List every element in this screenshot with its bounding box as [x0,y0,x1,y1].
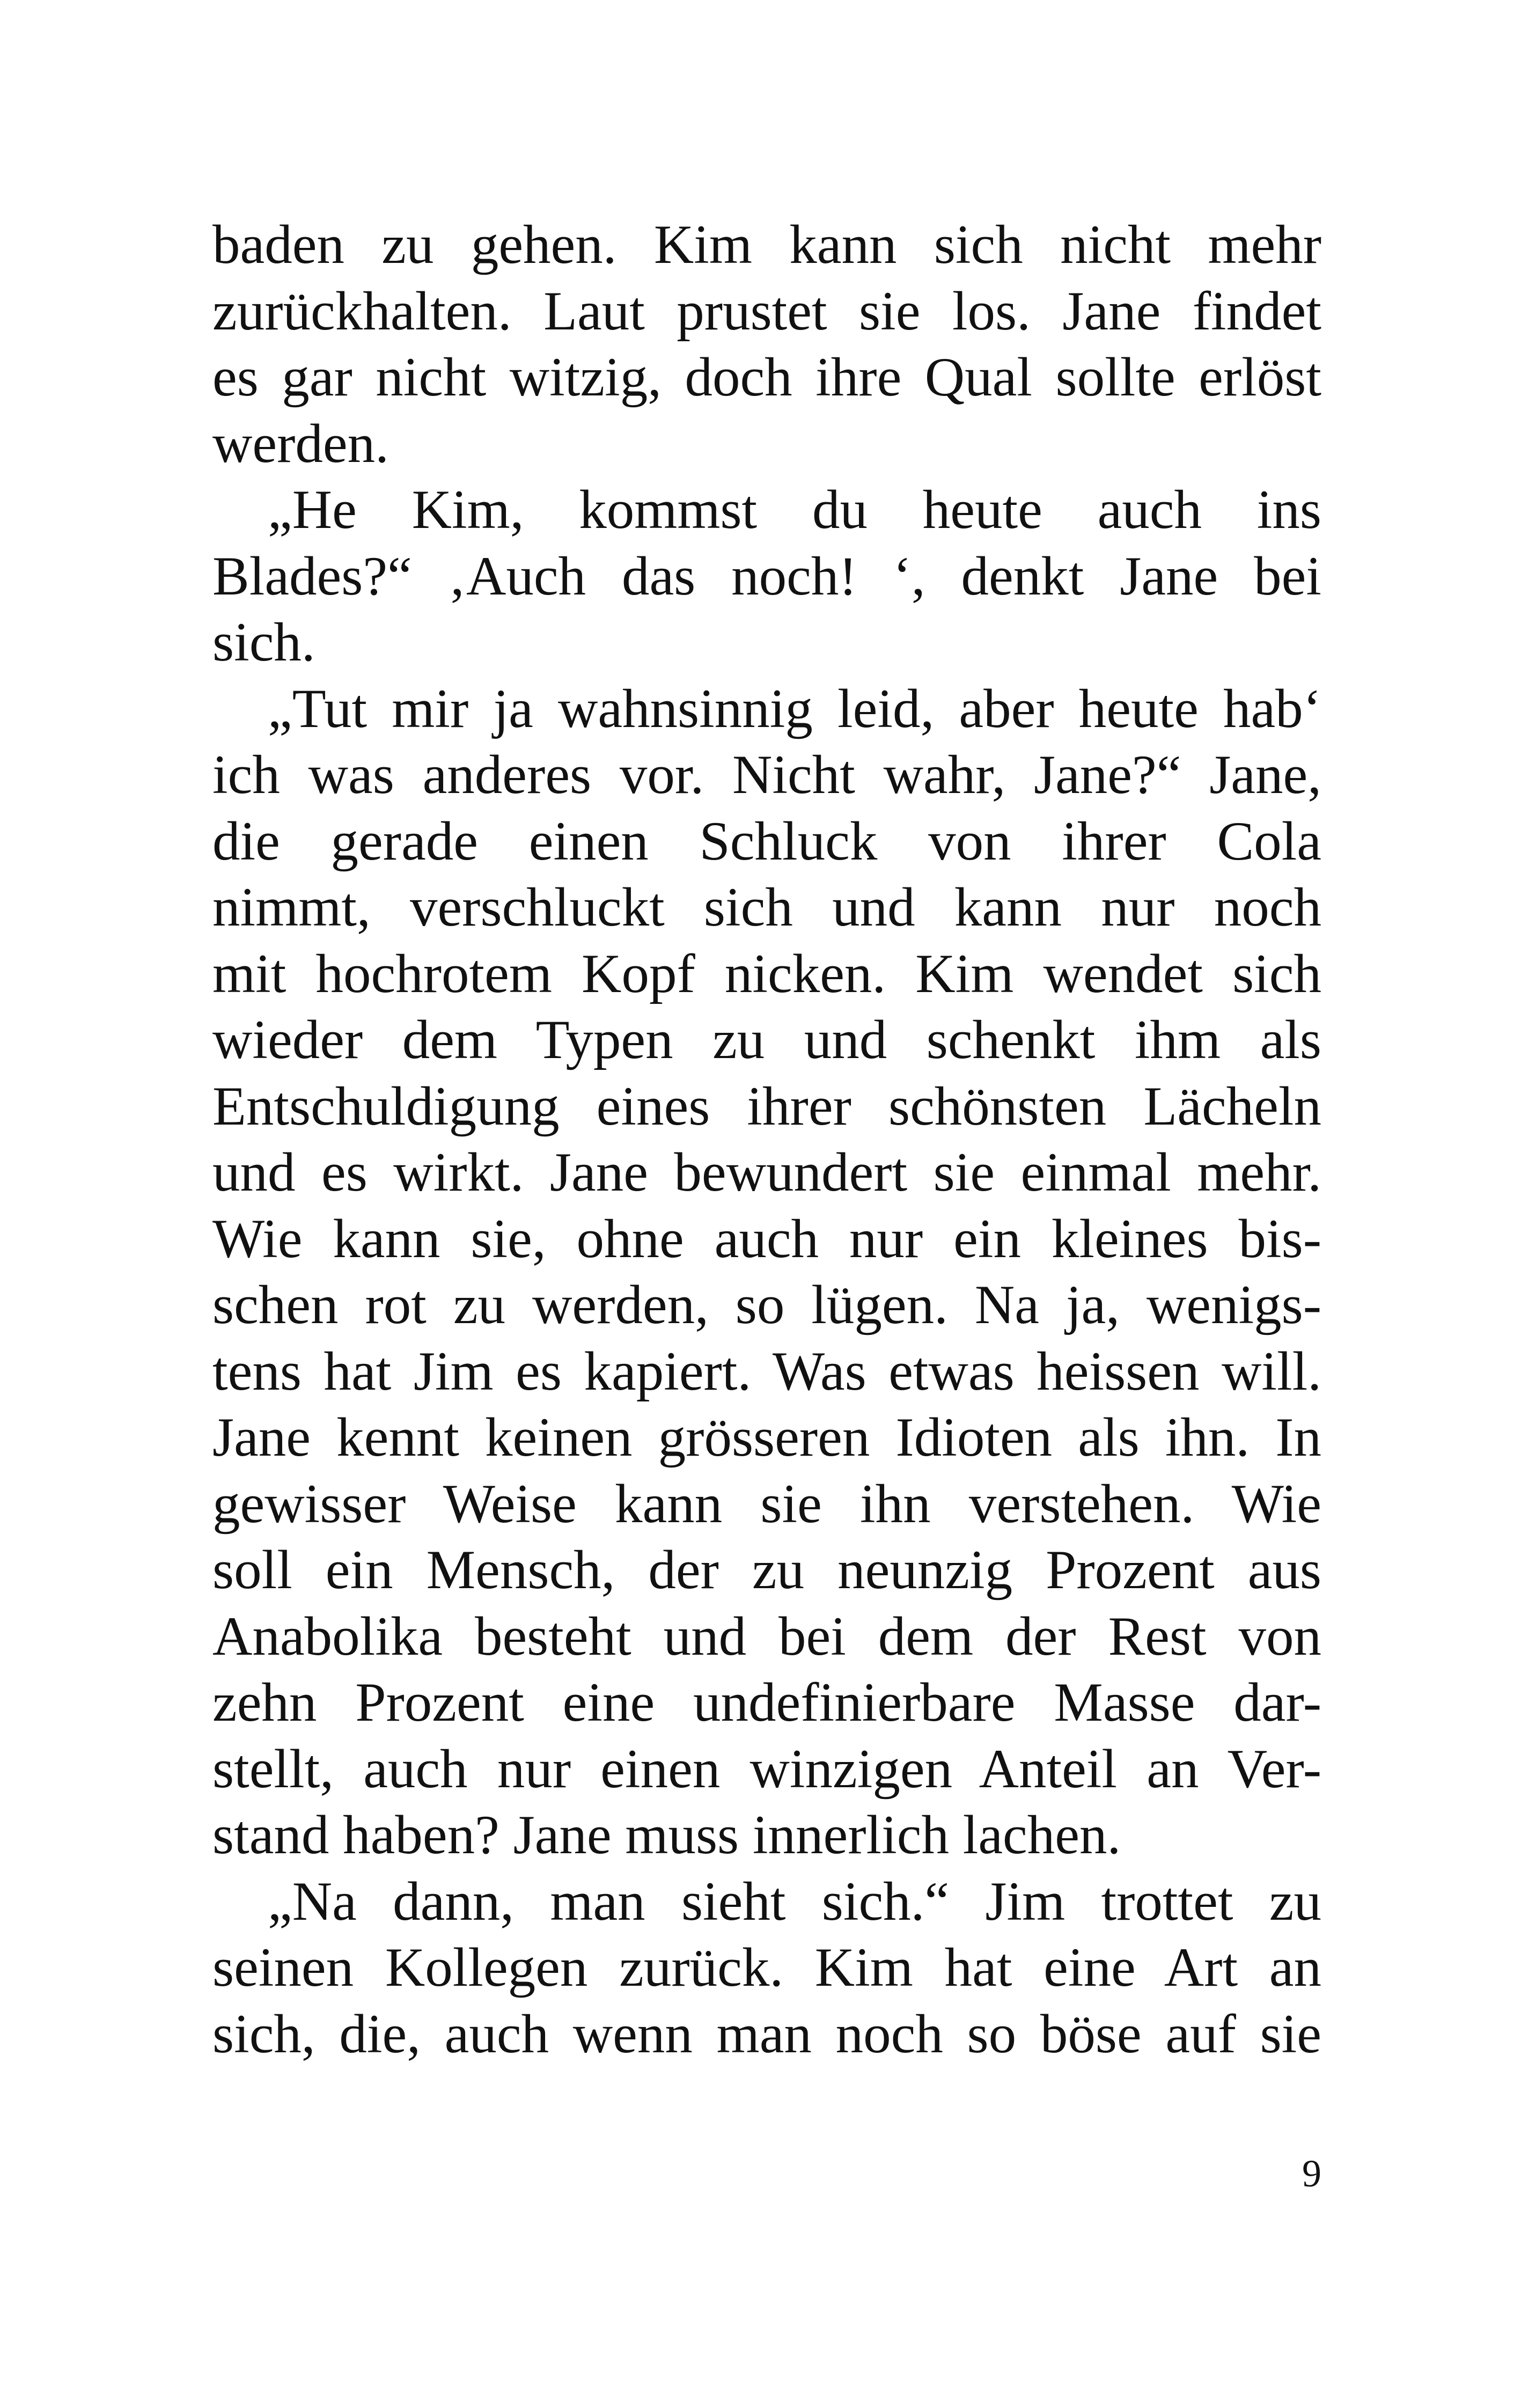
text-line: „He Kim, kommst du heute auch ins [268,479,1321,540]
text-line: ich was anderes vor. Nicht wahr, Jane?“ Jane, [212,744,1321,805]
page-number: 9 [1302,2152,1321,2195]
text-line: „Tut mir ja wahnsinnig leid, aber heute hab‘ [268,678,1321,739]
text-line: Blades?“ ‚Auch das noch! ‘, denkt Jane bei [212,545,1321,607]
text-line: soll ein Mensch, der zu neunzig Prozent aus [212,1539,1321,1601]
text-line: es gar nicht witzig, doch ihre Qual sollte erlöst [212,347,1321,408]
text-line: stellt, auch nur einen winzigen Anteil an Ver- [212,1738,1321,1800]
text-line: sich. [212,612,315,673]
text-line: tens hat Jim es kapiert. Was etwas heissen will. [212,1340,1321,1402]
text-line: Wie kann sie, ohne auch nur ein kleines bis- [212,1208,1321,1269]
text-line: wieder dem Typen zu und schenkt ihm als [212,1009,1321,1070]
text-line: Entschuldigung eines ihrer schönsten Lächeln [212,1075,1321,1137]
text-line: sich, die, auch wenn man noch so böse auf sie [212,2003,1321,2065]
text-line: baden zu gehen. Kim kann sich nicht mehr [212,214,1321,275]
text-line: und es wirkt. Jane bewundert sie einmal mehr. [212,1142,1321,1203]
text-line: stand haben? Jane muss innerlich lachen. [212,1804,1121,1866]
text-line: zurückhalten. Laut prustet sie los. Jane findet [212,280,1321,342]
text-line: Anabolika besteht und bei dem der Rest von [212,1605,1321,1667]
text-line: seinen Kollegen zurück. Kim hat eine Art an [212,1937,1321,1998]
text-line: nimmt, verschluckt sich und kann nur noch [212,877,1321,938]
text-line: werden. [212,413,389,474]
text-line: zehn Prozent eine undefinierbare Masse dar- [212,1672,1321,1733]
text-line: die gerade einen Schluck von ihrer Cola [212,810,1321,872]
text-line: mit hochrotem Kopf nicken. Kim wendet sich [212,943,1321,1004]
text-line: „Na dann, man sieht sich.“ Jim trottet zu [268,1870,1321,1932]
text-line: Jane kennt keinen grösseren Idioten als ihn. In [212,1407,1321,1468]
text-line: schen rot zu werden, so lügen. Na ja, wenigs- [212,1274,1321,1335]
text-line: gewisser Weise kann sie ihn verstehen. Wie [212,1473,1321,1535]
body-text [212,212,1321,2067]
